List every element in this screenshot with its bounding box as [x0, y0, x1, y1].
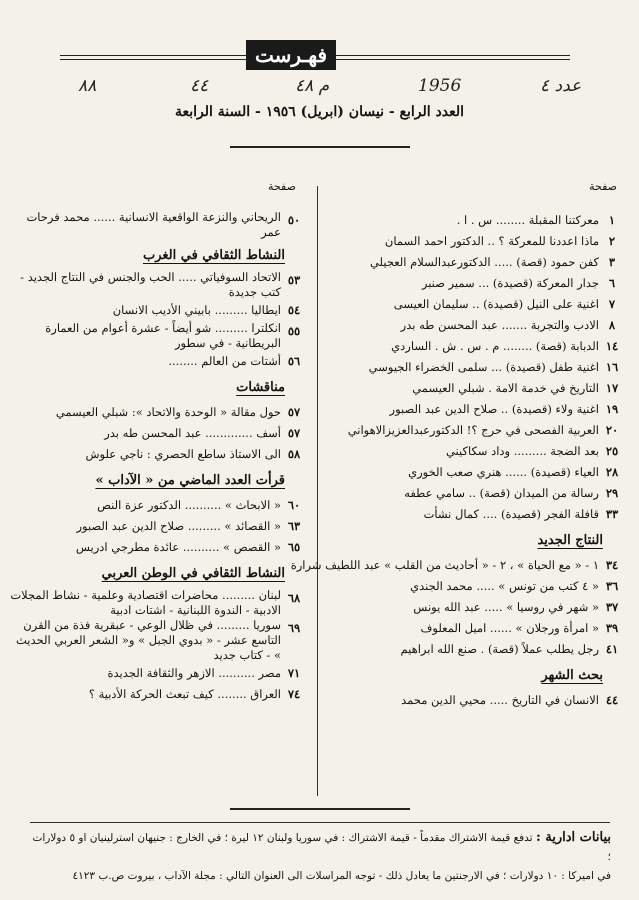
subtitle-rule [230, 146, 410, 148]
page-number: ٥٧ [287, 405, 301, 419]
admin-title: بيانات ادارية : [535, 830, 611, 845]
page-number: ٧٤ [287, 687, 301, 701]
toc-entry [7, 516, 307, 537]
toc-entry [329, 252, 625, 273]
toc-entry [7, 537, 307, 558]
page-number: ٥٦ [287, 354, 301, 368]
entry-text: الى الاستاذ ساطع الحصري : ناجي علوش [85, 447, 281, 461]
toc-entry [329, 273, 625, 294]
bottom-rule [230, 808, 410, 810]
section-heading: النشاط الثقافي في الغرب [142, 248, 285, 263]
page-number: ٦ [608, 276, 616, 290]
entry-text: قافلة الفجر (قصيدة) .... كمال نشأت [423, 507, 599, 521]
toc-entry [329, 576, 625, 597]
page-number: ٢٨ [605, 465, 619, 479]
entry-text: رجل يطلب عملاً (قصة) . صنع الله ابراهيم [400, 642, 599, 656]
page-number: ٦٥ [287, 540, 301, 554]
entry-text: بعد الضجة ......... وداد سكاكيني [445, 444, 599, 458]
page-number: ١٤ [605, 339, 619, 353]
section-heading: قرأت العدد الماضي من « الآداب » [95, 473, 285, 488]
page-number: ١٦ [605, 360, 619, 374]
page-number: ٢٩ [605, 486, 619, 500]
section-heading: النتاج الجديد [537, 533, 603, 548]
toc-entry [329, 462, 625, 483]
toc-entry [329, 294, 625, 315]
page-number: ٣٩ [605, 621, 619, 635]
entry-text: الاتحاد السوفياتي ..... الحب والجنس في النتاج الجديد - كتب جديدة [20, 270, 281, 299]
section-heading: مناقشات [236, 380, 285, 395]
entry-text: « ٤ كتب من تونس » ..... محمد الجندي [410, 579, 599, 593]
admin-line-1 [27, 828, 611, 867]
page-number: ٥٣ [287, 273, 301, 287]
admin-text-1: تدفع قيمة الاشتراك مقدماً - قيمة الاشتراك : في سوريا ولبنان ١٢ ليرة ؛ في الخارج : جنيهان استرلينيان او ٥ دولارات ؛ [32, 832, 611, 863]
entry-text: حول مقالة « الوحدة والاتحاد »: شبلي العيسمي [55, 405, 281, 419]
toc-entry [329, 315, 625, 336]
page-column-label: صفحة [589, 180, 617, 193]
entry-text: انكلترا ......... شو أيضاً - عشرة أعوام من العمارة البريطانية - في سطور [45, 321, 281, 350]
section-heading: النشاط الثقافي في الوطن العربي [101, 566, 285, 581]
entry-text: العراق ........ كيف تبعث الحركة الأدبية ؟ [88, 687, 281, 701]
toc-column-left [7, 210, 307, 705]
page-number: ٥٤ [287, 303, 301, 317]
page-number: ١٩ [605, 402, 619, 416]
entry-text: سوريا ......... في ظلال الوعي - عبقرية فذة من القرن التاسع عشر - « بدوي الجبل » و« الشعر العربي الحديث » - كتاب جديد [16, 618, 281, 662]
toc-entry [329, 690, 625, 711]
page-number: ٣٧ [605, 600, 619, 614]
page-number: ١ [608, 213, 616, 227]
page-number: ٤١ [605, 642, 619, 656]
entry-text: « القصائد » ......... صلاح الدين عبد الصبور [76, 519, 281, 533]
page-number: ٥٥ [287, 324, 301, 338]
toc-entry [7, 210, 307, 240]
toc-entry [329, 639, 625, 660]
toc-entry [7, 495, 307, 516]
toc-entry [7, 444, 307, 465]
toc-entry [7, 351, 307, 372]
entry-text: الانسان في التاريخ ..... محيي الدين محمد [401, 693, 599, 707]
toc-entry [329, 420, 625, 441]
entry-text: مصر .......... الازهر والثقافة الجديدة [107, 666, 281, 680]
toc-entry [290, 555, 625, 576]
entry-text: « الابحاث » .......... الدكتور عزة النص [97, 498, 281, 512]
page-number: ٣٤ [605, 558, 619, 572]
page-number: ٧١ [287, 666, 301, 680]
entry-text: ١ - « مع الحياة » ، ٢ - « أحاديث من القلب » عبد اللطيف شرارة [290, 558, 599, 572]
toc-entry [329, 336, 625, 357]
page-number: ٥٨ [287, 447, 301, 461]
entry-text: أشتات من العالم ........ [168, 354, 281, 368]
handwritten-note: ٤٤ [190, 76, 209, 96]
toc-entry [329, 483, 625, 504]
handwritten-note: ٨٨ [78, 76, 97, 96]
admin-line-2: في اميركا : ١٠ دولارات ؛ في الارجنتين ما يعادل ذلك - توجه المراسلات الى العنوان التالي : مجلة الآداب ، بيروت ص.ب ٤١٢٣ [72, 870, 611, 882]
page-number: ٦٩ [287, 621, 301, 635]
entry-text: الدبابة (قصة) ........ م . س . ش . الساردي [391, 339, 599, 353]
section-heading: بحث الشهر [541, 668, 603, 683]
toc-entry [7, 300, 307, 321]
page-number: ٣٦ [605, 579, 619, 593]
entry-text: جدار المعركة (قصيدة) ... سمير صنبر [421, 276, 599, 290]
toc-entry [329, 231, 625, 252]
column-divider [317, 186, 318, 796]
entry-text: اغنية ولاء (قصيدة) .. صلاح الدين عبد الصبور [389, 402, 599, 416]
page-number: ٣٣ [605, 507, 619, 521]
page-number: ٤٤ [605, 693, 619, 707]
page-number: ٣ [608, 255, 616, 269]
entry-text: رسالة من الميدان (قصة) .. سامي عطفه [404, 486, 599, 500]
toc-entry [329, 441, 625, 462]
entry-text: أسف ............. عبد المحسن طه بدر [104, 426, 281, 440]
page-number: ٥٠ [287, 213, 301, 227]
handwritten-note: م ٤٨ [295, 76, 330, 96]
entry-text: ايطاليا ......... بابيني الأديب الانسان [112, 303, 281, 317]
toc-entry [329, 210, 625, 231]
entry-text: كفن حمود (قصة) ..... الدكتورعبدالسلام العجيلي [369, 255, 599, 269]
handwritten-note: 1956 [418, 76, 462, 96]
entry-text: الريحاني والنزعة الواقعية الانسانية ...... محمد فرحات عمر [26, 210, 281, 239]
toc-entry [329, 618, 625, 639]
toc-entry [329, 504, 625, 525]
handwritten-note: عدد ٤ [540, 76, 582, 96]
entry-text: لبنان ......... محاضرات اقتصادية وعلمية - نشاط المجلات الادبية - الندوة اللبنانية - اشتات ادبية [10, 588, 281, 617]
entry-text: الادب والتجربة ....... عبد المحسن طه بدر [400, 318, 599, 332]
entry-text: اغنية طفل (قصيدة) ... سلمى الخضراء الجيوسي [368, 360, 599, 374]
page-number: ٦٨ [287, 591, 301, 605]
page-number: ٢٠ [605, 423, 619, 437]
toc-entry [329, 378, 625, 399]
banner-title: فهـرست [246, 40, 336, 70]
toc-entry [7, 588, 307, 618]
toc-entry [7, 423, 307, 444]
page-number: ١٧ [605, 381, 619, 395]
page-number: ٨ [608, 318, 616, 332]
toc-entry [329, 399, 625, 420]
page-number: ٢٥ [605, 444, 619, 458]
toc-entry [7, 618, 307, 663]
entry-text: العربية الفصحى في حرج ؟! الدكتورعبدالعزيزالاهواني [347, 423, 599, 437]
toc-entry [329, 357, 625, 378]
entry-text: « امرأة ورجلان » ...... اميل المعلوف [420, 621, 599, 635]
toc-entry [329, 597, 625, 618]
toc-entry [7, 663, 307, 684]
entry-text: التاريخ في خدمة الامة . شبلي العيسمي [412, 381, 599, 395]
toc-entry [7, 270, 307, 300]
entry-text: « القصص » .......... عائدة مطرجي ادريس [75, 540, 281, 554]
page-number: ٦٣ [287, 519, 301, 533]
entry-text: معركتنا المقبلة ........ س . ا . [456, 213, 599, 227]
page-number: ٧ [608, 297, 616, 311]
entry-text: اغنية على النيل (قصيدة) .. سليمان العيسى [393, 297, 599, 311]
footer-rule [30, 822, 610, 823]
page-number: ٢ [608, 234, 616, 248]
toc-entry [7, 321, 307, 351]
issue-subtitle: العدد الرابع - نيسان (ابريل) ١٩٥٦ - السنة الرابعة [174, 104, 465, 120]
page-column-label: صفحة [268, 180, 296, 193]
page-number: ٥٧ [287, 426, 301, 440]
admin-info [27, 828, 611, 886]
entry-text: « شهر في روسيا » ..... عبد الله يونس [413, 600, 599, 614]
entry-text: العياء (قصيدة) ...... هنري صعب الخوري [408, 465, 599, 479]
toc-entry [7, 684, 307, 705]
entry-text: ماذا اعددنا للمعركة ؟ .. الدكتور احمد السمان [384, 234, 599, 248]
page-number: ٦٠ [287, 498, 301, 512]
toc-entry [7, 402, 307, 423]
